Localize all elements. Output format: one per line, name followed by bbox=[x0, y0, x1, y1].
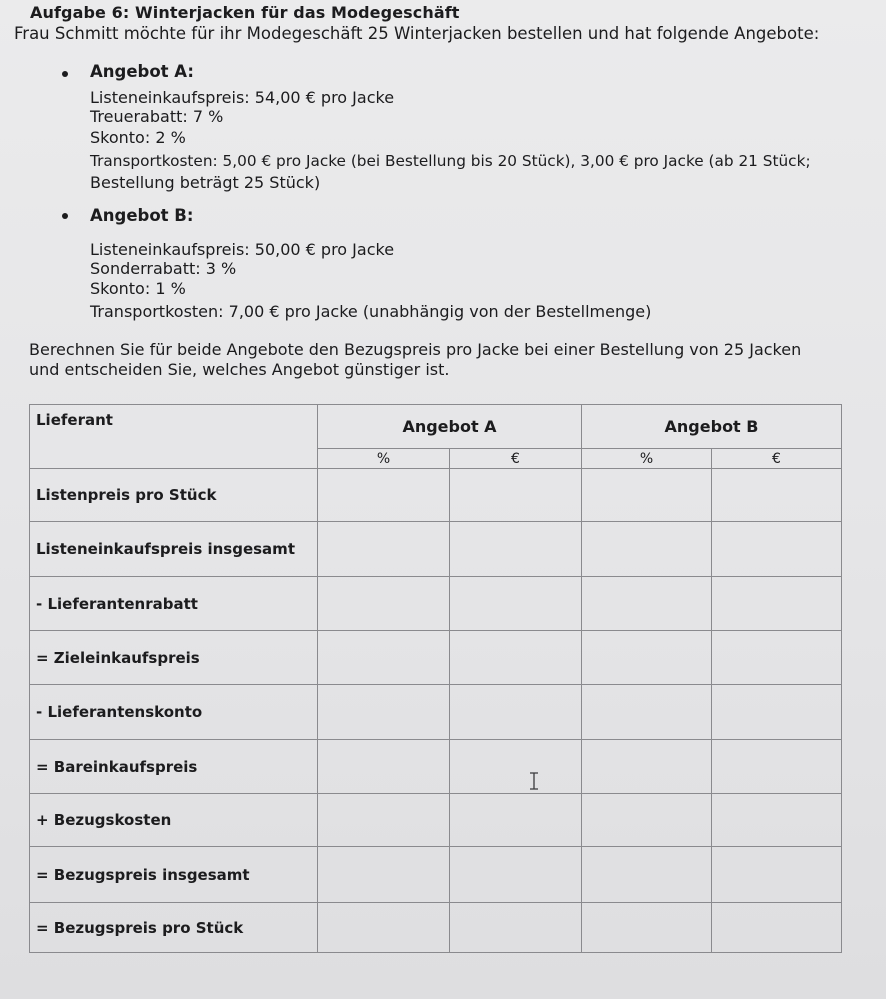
input-cell[interactable] bbox=[712, 631, 842, 685]
header-supplier: Lieferant bbox=[30, 405, 318, 469]
intro-text: Frau Schmitt möchte für ihr Modegeschäft 25 Winterjacken bestellen und hat folgende Angebote: bbox=[14, 24, 820, 43]
input-cell[interactable] bbox=[582, 740, 712, 794]
header-b-percent: % bbox=[582, 449, 712, 469]
input-cell[interactable] bbox=[582, 631, 712, 685]
calculation-table bbox=[29, 404, 842, 953]
input-cell[interactable] bbox=[450, 740, 582, 794]
input-cell[interactable] bbox=[318, 685, 450, 740]
input-cell[interactable] bbox=[318, 740, 450, 794]
input-cell[interactable] bbox=[318, 903, 450, 953]
row-label: = Bareinkaufspreis bbox=[30, 740, 318, 794]
row-label: = Bezugspreis pro Stück bbox=[30, 903, 318, 953]
input-cell[interactable] bbox=[712, 522, 842, 577]
offer-b-line: Sonderrabatt: 3 % bbox=[90, 259, 237, 278]
input-cell[interactable] bbox=[318, 522, 450, 577]
input-cell[interactable] bbox=[582, 469, 712, 522]
input-cell[interactable] bbox=[712, 847, 842, 903]
offer-a-heading: Angebot A: bbox=[90, 62, 194, 81]
header-offer-b: Angebot B bbox=[582, 405, 842, 449]
input-cell[interactable] bbox=[712, 469, 842, 522]
input-cell[interactable] bbox=[712, 794, 842, 847]
input-cell[interactable] bbox=[582, 522, 712, 577]
offer-a-line: Transportkosten: 5,00 € pro Jacke (bei Bestellung bis 20 Stück), 3,00 € pro Jacke (ab 21 Stück; bbox=[90, 152, 811, 170]
row-label: = Bezugspreis insgesamt bbox=[30, 847, 318, 903]
input-cell[interactable] bbox=[318, 631, 450, 685]
input-cell[interactable] bbox=[582, 903, 712, 953]
input-cell[interactable] bbox=[582, 685, 712, 740]
input-cell[interactable] bbox=[450, 631, 582, 685]
offer-b-heading: Angebot B: bbox=[90, 206, 194, 225]
input-cell[interactable] bbox=[712, 577, 842, 631]
input-cell[interactable] bbox=[450, 903, 582, 953]
input-cell[interactable] bbox=[712, 740, 842, 794]
header-a-euro: € bbox=[450, 449, 582, 469]
header-b-euro: € bbox=[712, 449, 842, 469]
input-cell[interactable] bbox=[318, 794, 450, 847]
header-offer-a: Angebot A bbox=[318, 405, 582, 449]
input-cell[interactable] bbox=[450, 577, 582, 631]
offer-b-line: Listeneinkaufspreis: 50,00 € pro Jacke bbox=[90, 240, 395, 259]
text-cursor-icon bbox=[529, 772, 539, 790]
row-label: + Bezugskosten bbox=[30, 794, 318, 847]
offer-a-line: Listeneinkaufspreis: 54,00 € pro Jacke bbox=[90, 88, 395, 107]
offer-b-line: Transportkosten: 7,00 € pro Jacke (unabhängig von der Bestellmenge) bbox=[90, 302, 652, 321]
task-text: Berechnen Sie für beide Angebote den Bezugspreis pro Jacke bei einer Bestellung von 25 Jacken und entscheiden Sie, welches Angebot günstiger ist. bbox=[29, 340, 802, 379]
input-cell[interactable] bbox=[582, 847, 712, 903]
input-cell[interactable] bbox=[712, 903, 842, 953]
input-cell[interactable] bbox=[450, 794, 582, 847]
row-label: Listenpreis pro Stück bbox=[30, 469, 318, 522]
bullet-icon bbox=[62, 71, 68, 77]
input-cell[interactable] bbox=[318, 577, 450, 631]
row-label: - Lieferantenskonto bbox=[30, 685, 318, 740]
offer-a-line: Skonto: 2 % bbox=[90, 128, 186, 147]
input-cell[interactable] bbox=[712, 685, 842, 740]
input-cell[interactable] bbox=[318, 847, 450, 903]
input-cell[interactable] bbox=[450, 685, 582, 740]
offer-b-line: Skonto: 1 % bbox=[90, 279, 186, 298]
offer-a-line: Treuerabatt: 7 % bbox=[90, 107, 224, 126]
row-label: = Zieleinkaufspreis bbox=[30, 631, 318, 685]
input-cell[interactable] bbox=[450, 522, 582, 577]
input-cell[interactable] bbox=[450, 469, 582, 522]
offer-a-line: Bestellung beträgt 25 Stück) bbox=[90, 173, 321, 192]
bullet-icon bbox=[62, 213, 68, 219]
row-label: Listeneinkaufspreis insgesamt bbox=[30, 522, 318, 577]
row-label: - Lieferantenrabatt bbox=[30, 577, 318, 631]
input-cell[interactable] bbox=[582, 794, 712, 847]
header-a-percent: % bbox=[318, 449, 450, 469]
input-cell[interactable] bbox=[318, 469, 450, 522]
input-cell[interactable] bbox=[450, 847, 582, 903]
exercise-title: Aufgabe 6: Winterjacken für das Modegeschäft bbox=[30, 3, 460, 22]
input-cell[interactable] bbox=[582, 577, 712, 631]
